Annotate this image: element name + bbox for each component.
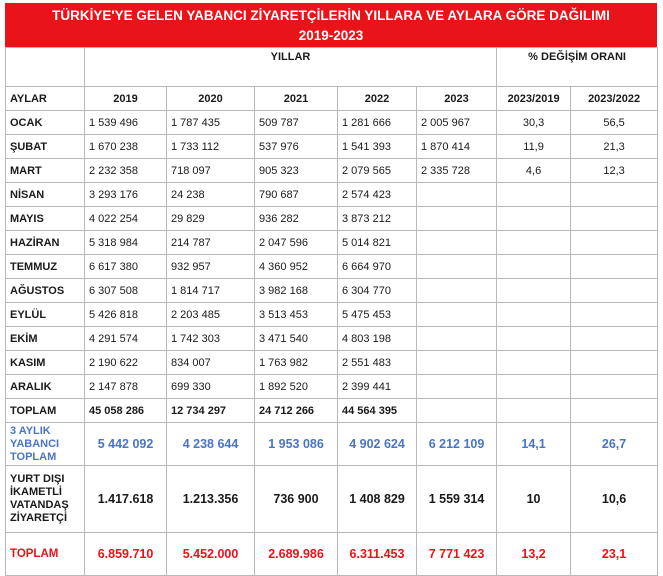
table-cell	[417, 207, 497, 231]
table-cell	[417, 279, 497, 303]
column-header: 2023/2019	[497, 87, 571, 111]
table-cell	[571, 207, 658, 231]
table-cell: 2 147 878	[85, 375, 167, 399]
table-cell	[497, 303, 571, 327]
table-cell: 1 541 393	[338, 135, 417, 159]
table-title	[5, 3, 657, 47]
table-cell: 1 787 435	[167, 111, 255, 135]
table-cell: 10,6	[571, 466, 658, 533]
table-cell: 11,9	[497, 135, 571, 159]
table-row	[6, 135, 658, 159]
table-cell: 1 281 666	[338, 111, 417, 135]
row-label: TOPLAM	[6, 399, 85, 423]
table-cell: 6.311.453	[338, 533, 417, 576]
table-cell: 4 360 952	[255, 255, 338, 279]
month-label: KASIM	[6, 351, 85, 375]
column-header: 2023	[417, 87, 497, 111]
table-cell: 30,3	[497, 111, 571, 135]
table-cell: 4 022 254	[85, 207, 167, 231]
table-cell: 1 814 717	[167, 279, 255, 303]
table-cell: 1 733 112	[167, 135, 255, 159]
table-cell	[497, 375, 571, 399]
row-label: YURT DIŞI İKAMETLİ VATANDAŞ ZİYARETÇİ	[6, 466, 85, 533]
table-cell: 3 982 168	[255, 279, 338, 303]
table-cell	[497, 399, 571, 423]
row-label: TOPLAM	[6, 533, 85, 576]
month-label: AĞUSTOS	[6, 279, 85, 303]
table-cell	[571, 303, 658, 327]
table-cell: 6 304 770	[338, 279, 417, 303]
month-label: EKİM	[6, 327, 85, 351]
table-cell: 24 238	[167, 183, 255, 207]
table-row	[6, 375, 658, 399]
table-cell: 26,7	[571, 423, 658, 466]
table-cell: 699 330	[167, 375, 255, 399]
table-cell: 1 763 982	[255, 351, 338, 375]
table-row	[6, 351, 658, 375]
table-cell	[571, 327, 658, 351]
table-row	[6, 207, 658, 231]
table-cell	[571, 255, 658, 279]
table-cell: 509 787	[255, 111, 338, 135]
month-label: HAZİRAN	[6, 231, 85, 255]
table-cell	[571, 399, 658, 423]
table-cell	[571, 351, 658, 375]
table-cell	[417, 399, 497, 423]
table-cell: 1.213.356	[167, 466, 255, 533]
table-cell	[417, 183, 497, 207]
table-cell: 2 005 967	[417, 111, 497, 135]
table-cell: 932 957	[167, 255, 255, 279]
years-header: YILLAR	[85, 48, 497, 87]
table-cell: 1 742 303	[167, 327, 255, 351]
three-month-row	[6, 423, 658, 466]
table-cell	[417, 351, 497, 375]
table-cell: 45 058 286	[85, 399, 167, 423]
table-cell: 1 539 496	[85, 111, 167, 135]
table-cell: 5 426 818	[85, 303, 167, 327]
table-cell: 10	[497, 466, 571, 533]
table-cell: 7 771 423	[417, 533, 497, 576]
table-cell: 936 282	[255, 207, 338, 231]
table-cell: 44 564 395	[338, 399, 417, 423]
month-label: ŞUBAT	[6, 135, 85, 159]
table-cell: 29 829	[167, 207, 255, 231]
table-cell: 537 976	[255, 135, 338, 159]
table-cell: 718 097	[167, 159, 255, 183]
visitor-table	[5, 47, 658, 576]
month-label: ARALIK	[6, 375, 85, 399]
table-cell: 1 670 238	[85, 135, 167, 159]
table-cell: 5 475 453	[338, 303, 417, 327]
header-row-columns	[6, 87, 658, 111]
table-cell: 3 513 453	[255, 303, 338, 327]
table-cell: 2.689.986	[255, 533, 338, 576]
table-cell: 2 551 483	[338, 351, 417, 375]
citizens-row	[6, 466, 658, 533]
table-cell: 1 892 520	[255, 375, 338, 399]
table-cell: 5 442 092	[85, 423, 167, 466]
table-row	[6, 303, 658, 327]
table-cell: 6 212 109	[417, 423, 497, 466]
table-row	[6, 327, 658, 351]
table-cell: 4 291 574	[85, 327, 167, 351]
table-row	[6, 279, 658, 303]
table-cell: 3 293 176	[85, 183, 167, 207]
table-cell	[497, 279, 571, 303]
table-cell	[417, 231, 497, 255]
table-cell	[417, 255, 497, 279]
month-label: MART	[6, 159, 85, 183]
table-cell	[497, 231, 571, 255]
table-row	[6, 111, 658, 135]
month-label: OCAK	[6, 111, 85, 135]
title-line-1: TÜRKİYE'YE GELEN YABANCI ZİYARETÇİLERİN YILLARA VE AYLARA GÖRE DAĞILIMI	[52, 8, 610, 23]
table-cell: 1 408 829	[338, 466, 417, 533]
table-row	[6, 159, 658, 183]
table-cell	[497, 351, 571, 375]
table-cell: 905 323	[255, 159, 338, 183]
months-header: AYLAR	[6, 87, 85, 111]
column-header: 2021	[255, 87, 338, 111]
table-row	[6, 183, 658, 207]
grand-total-row	[6, 533, 658, 576]
table-cell: 5 318 984	[85, 231, 167, 255]
month-label: TEMMUZ	[6, 255, 85, 279]
table-cell: 834 007	[167, 351, 255, 375]
table-cell: 2 079 565	[338, 159, 417, 183]
table-cell	[571, 375, 658, 399]
table-row	[6, 255, 658, 279]
table-cell: 6 617 380	[85, 255, 167, 279]
table-cell: 1 953 086	[255, 423, 338, 466]
table-cell: 5 014 821	[338, 231, 417, 255]
change-header: % DEĞİŞİM ORANI	[497, 48, 658, 87]
table-cell: 2 232 358	[85, 159, 167, 183]
table-cell	[571, 183, 658, 207]
table-cell: 6 664 970	[338, 255, 417, 279]
table-cell	[417, 375, 497, 399]
table-cell: 4 902 624	[338, 423, 417, 466]
title-line-2: 2019-2023	[298, 28, 364, 43]
table-cell: 12 734 297	[167, 399, 255, 423]
header-row-top	[6, 48, 658, 87]
table-cell	[417, 327, 497, 351]
column-header: 2019	[85, 87, 167, 111]
table-cell	[571, 279, 658, 303]
table-cell	[497, 255, 571, 279]
table-cell: 6.859.710	[85, 533, 167, 576]
table-row	[6, 231, 658, 255]
table-cell: 736 900	[255, 466, 338, 533]
table-cell: 5.452.000	[167, 533, 255, 576]
total-row	[6, 399, 658, 423]
table-cell: 23,1	[571, 533, 658, 576]
table-cell: 14,1	[497, 423, 571, 466]
table-cell: 2 335 728	[417, 159, 497, 183]
table-cell: 56,5	[571, 111, 658, 135]
table-cell: 1 870 414	[417, 135, 497, 159]
column-header: 2022	[338, 87, 417, 111]
table-cell	[497, 327, 571, 351]
table-cell: 1 559 314	[417, 466, 497, 533]
table-cell	[497, 183, 571, 207]
table-cell: 21,3	[571, 135, 658, 159]
table-cell: 2 047 596	[255, 231, 338, 255]
table-cell: 214 787	[167, 231, 255, 255]
month-label: MAYIS	[6, 207, 85, 231]
table-cell: 1.417.618	[85, 466, 167, 533]
column-header: 2020	[167, 87, 255, 111]
table-cell: 3 873 212	[338, 207, 417, 231]
table-cell: 13,2	[497, 533, 571, 576]
table-cell: 12,3	[571, 159, 658, 183]
table-cell	[497, 207, 571, 231]
month-label: NİSAN	[6, 183, 85, 207]
table-cell: 4 803 198	[338, 327, 417, 351]
table-cell: 4 238 644	[167, 423, 255, 466]
table-cell: 790 687	[255, 183, 338, 207]
table-cell: 2 203 485	[167, 303, 255, 327]
table-cell: 24 712 266	[255, 399, 338, 423]
table-cell: 4,6	[497, 159, 571, 183]
table-cell: 3 471 540	[255, 327, 338, 351]
table-cell: 2 190 622	[85, 351, 167, 375]
table-cell	[571, 231, 658, 255]
column-header: 2023/2022	[571, 87, 658, 111]
table-cell: 2 399 441	[338, 375, 417, 399]
table-cell: 2 574 423	[338, 183, 417, 207]
table-cell	[417, 303, 497, 327]
month-label: EYLÜL	[6, 303, 85, 327]
table-cell: 6 307 508	[85, 279, 167, 303]
row-label: 3 AYLIK YABANCI TOPLAM	[6, 423, 85, 466]
